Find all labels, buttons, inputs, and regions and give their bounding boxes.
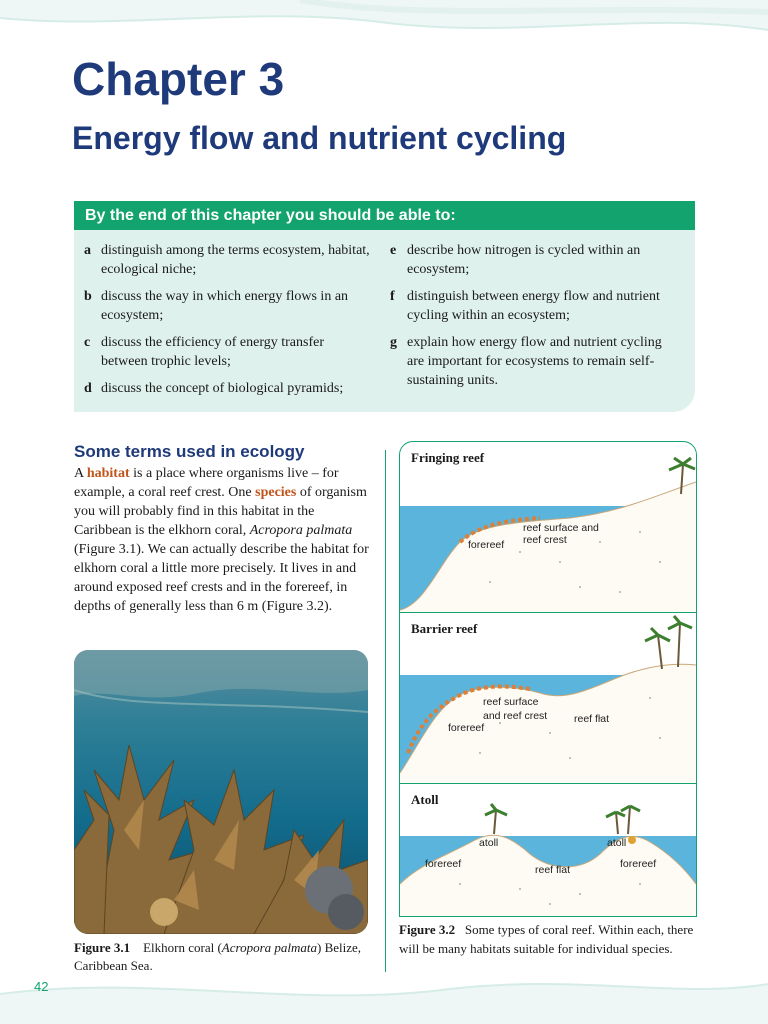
label-reef-flat: reef flat (574, 713, 610, 725)
objective-letter: a (84, 243, 91, 258)
label-reef-surface: reef surface and (523, 522, 599, 534)
barrier-reef-graphic (400, 613, 696, 783)
objective-item (84, 379, 374, 398)
objective-letter: b (84, 289, 92, 304)
species-name: Acropora palmata (249, 523, 353, 538)
section-heading: Some terms used in ecology (74, 442, 305, 461)
label-reef-crest: and reef crest (483, 710, 548, 722)
coral-illustration (74, 650, 368, 934)
caption-text: Some types of coral reef. Within each, there will be many habitats suitable for individual species. (399, 922, 694, 956)
keyword-species: species (255, 485, 297, 500)
label-atoll-left: atoll (479, 837, 499, 849)
objective-text: explain how energy flow and nutrient cycling are important for ecosystems to remain self-sustaining units. (407, 335, 662, 388)
label-forereef: forereef (468, 539, 505, 551)
objectives-box (74, 201, 695, 412)
figure-3-2-caption (399, 920, 699, 958)
fringing-reef-title: Fringing reef (411, 450, 485, 465)
label-forereef-left: forereef (425, 858, 462, 870)
caption-species: Acropora palmata (221, 940, 318, 955)
objective-text: describe how nitrogen is cycled within an ecosystem; (407, 243, 641, 277)
objective-text: discuss the efficiency of energy transfer between trophic levels; (101, 335, 325, 369)
caption-text: Elkhorn coral ( (143, 940, 222, 955)
objective-item (84, 287, 374, 325)
elkhorn-coral-photo (74, 650, 368, 934)
top-wave-decoration (0, 0, 768, 60)
label-forereef-right: forereef (620, 858, 657, 870)
label-reef-crest: reef crest (523, 534, 567, 546)
page-number: 42 (34, 979, 49, 994)
label-reef-surface: reef surface (483, 696, 539, 708)
coral-reef-diagram (399, 441, 697, 917)
objective-text: discuss the way in which energy flows in an ecosystem; (101, 289, 349, 323)
figure-label: Figure 3.2 (399, 922, 456, 937)
objectives-right-column (390, 241, 680, 398)
atoll-panel (400, 784, 696, 916)
caption-text: ) Belize, Caribbean Sea. (74, 940, 362, 973)
atoll-title: Atoll (411, 792, 439, 807)
figure-3-1-caption (74, 939, 374, 975)
objectives-heading: By the end of this chapter you should be able to: (74, 201, 695, 230)
objective-letter: f (390, 289, 395, 304)
chapter-title: Energy flow and nutrient cycling (72, 120, 567, 156)
objective-letter: g (390, 335, 397, 350)
paragraph-text: is a place where organisms live – for example, a coral reef crest. One (74, 466, 339, 500)
objective-item (390, 241, 680, 279)
objective-text: distinguish between energy flow and nutrient cycling within an ecosystem; (407, 289, 660, 323)
objective-item (390, 333, 680, 390)
chapter-number: Chapter 3 (72, 53, 285, 105)
objective-item (84, 333, 374, 371)
label-reef-flat: reef flat (535, 864, 571, 876)
fringing-reef-panel (400, 442, 696, 612)
paragraph-text: (Figure 3.1). We can actually describe the habitat for elkhorn coral a little more precisely. It lives in and around exposed reef crests and in the forereef, in depths of generally less than 6 m (Figure 3.2). (74, 542, 369, 614)
paragraph-text: A (74, 466, 87, 481)
paragraph-text: of organism you will probably find in this habitat in the Caribbean is the elkhorn coral, (74, 485, 367, 538)
objective-item (84, 241, 374, 279)
objectives-left-column (84, 241, 374, 406)
figure-label: Figure 3.1 (74, 940, 131, 955)
barrier-reef-title: Barrier reef (411, 621, 478, 636)
objective-item (390, 287, 680, 325)
section-paragraph (74, 464, 374, 616)
objective-text: discuss the concept of biological pyramids; (101, 381, 344, 396)
objective-letter: e (390, 243, 397, 258)
keyword-habitat: habitat (86, 466, 130, 481)
atoll-graphic (400, 784, 696, 916)
label-atoll-right: atoll (607, 837, 627, 849)
label-forereef: forereef (448, 722, 485, 734)
objective-text: distinguish among the terms ecosystem, habitat, ecological niche; (101, 243, 370, 277)
objective-letter: c (84, 335, 91, 350)
column-divider (385, 450, 386, 972)
barrier-reef-panel (400, 613, 696, 783)
objective-letter: d (84, 381, 92, 396)
